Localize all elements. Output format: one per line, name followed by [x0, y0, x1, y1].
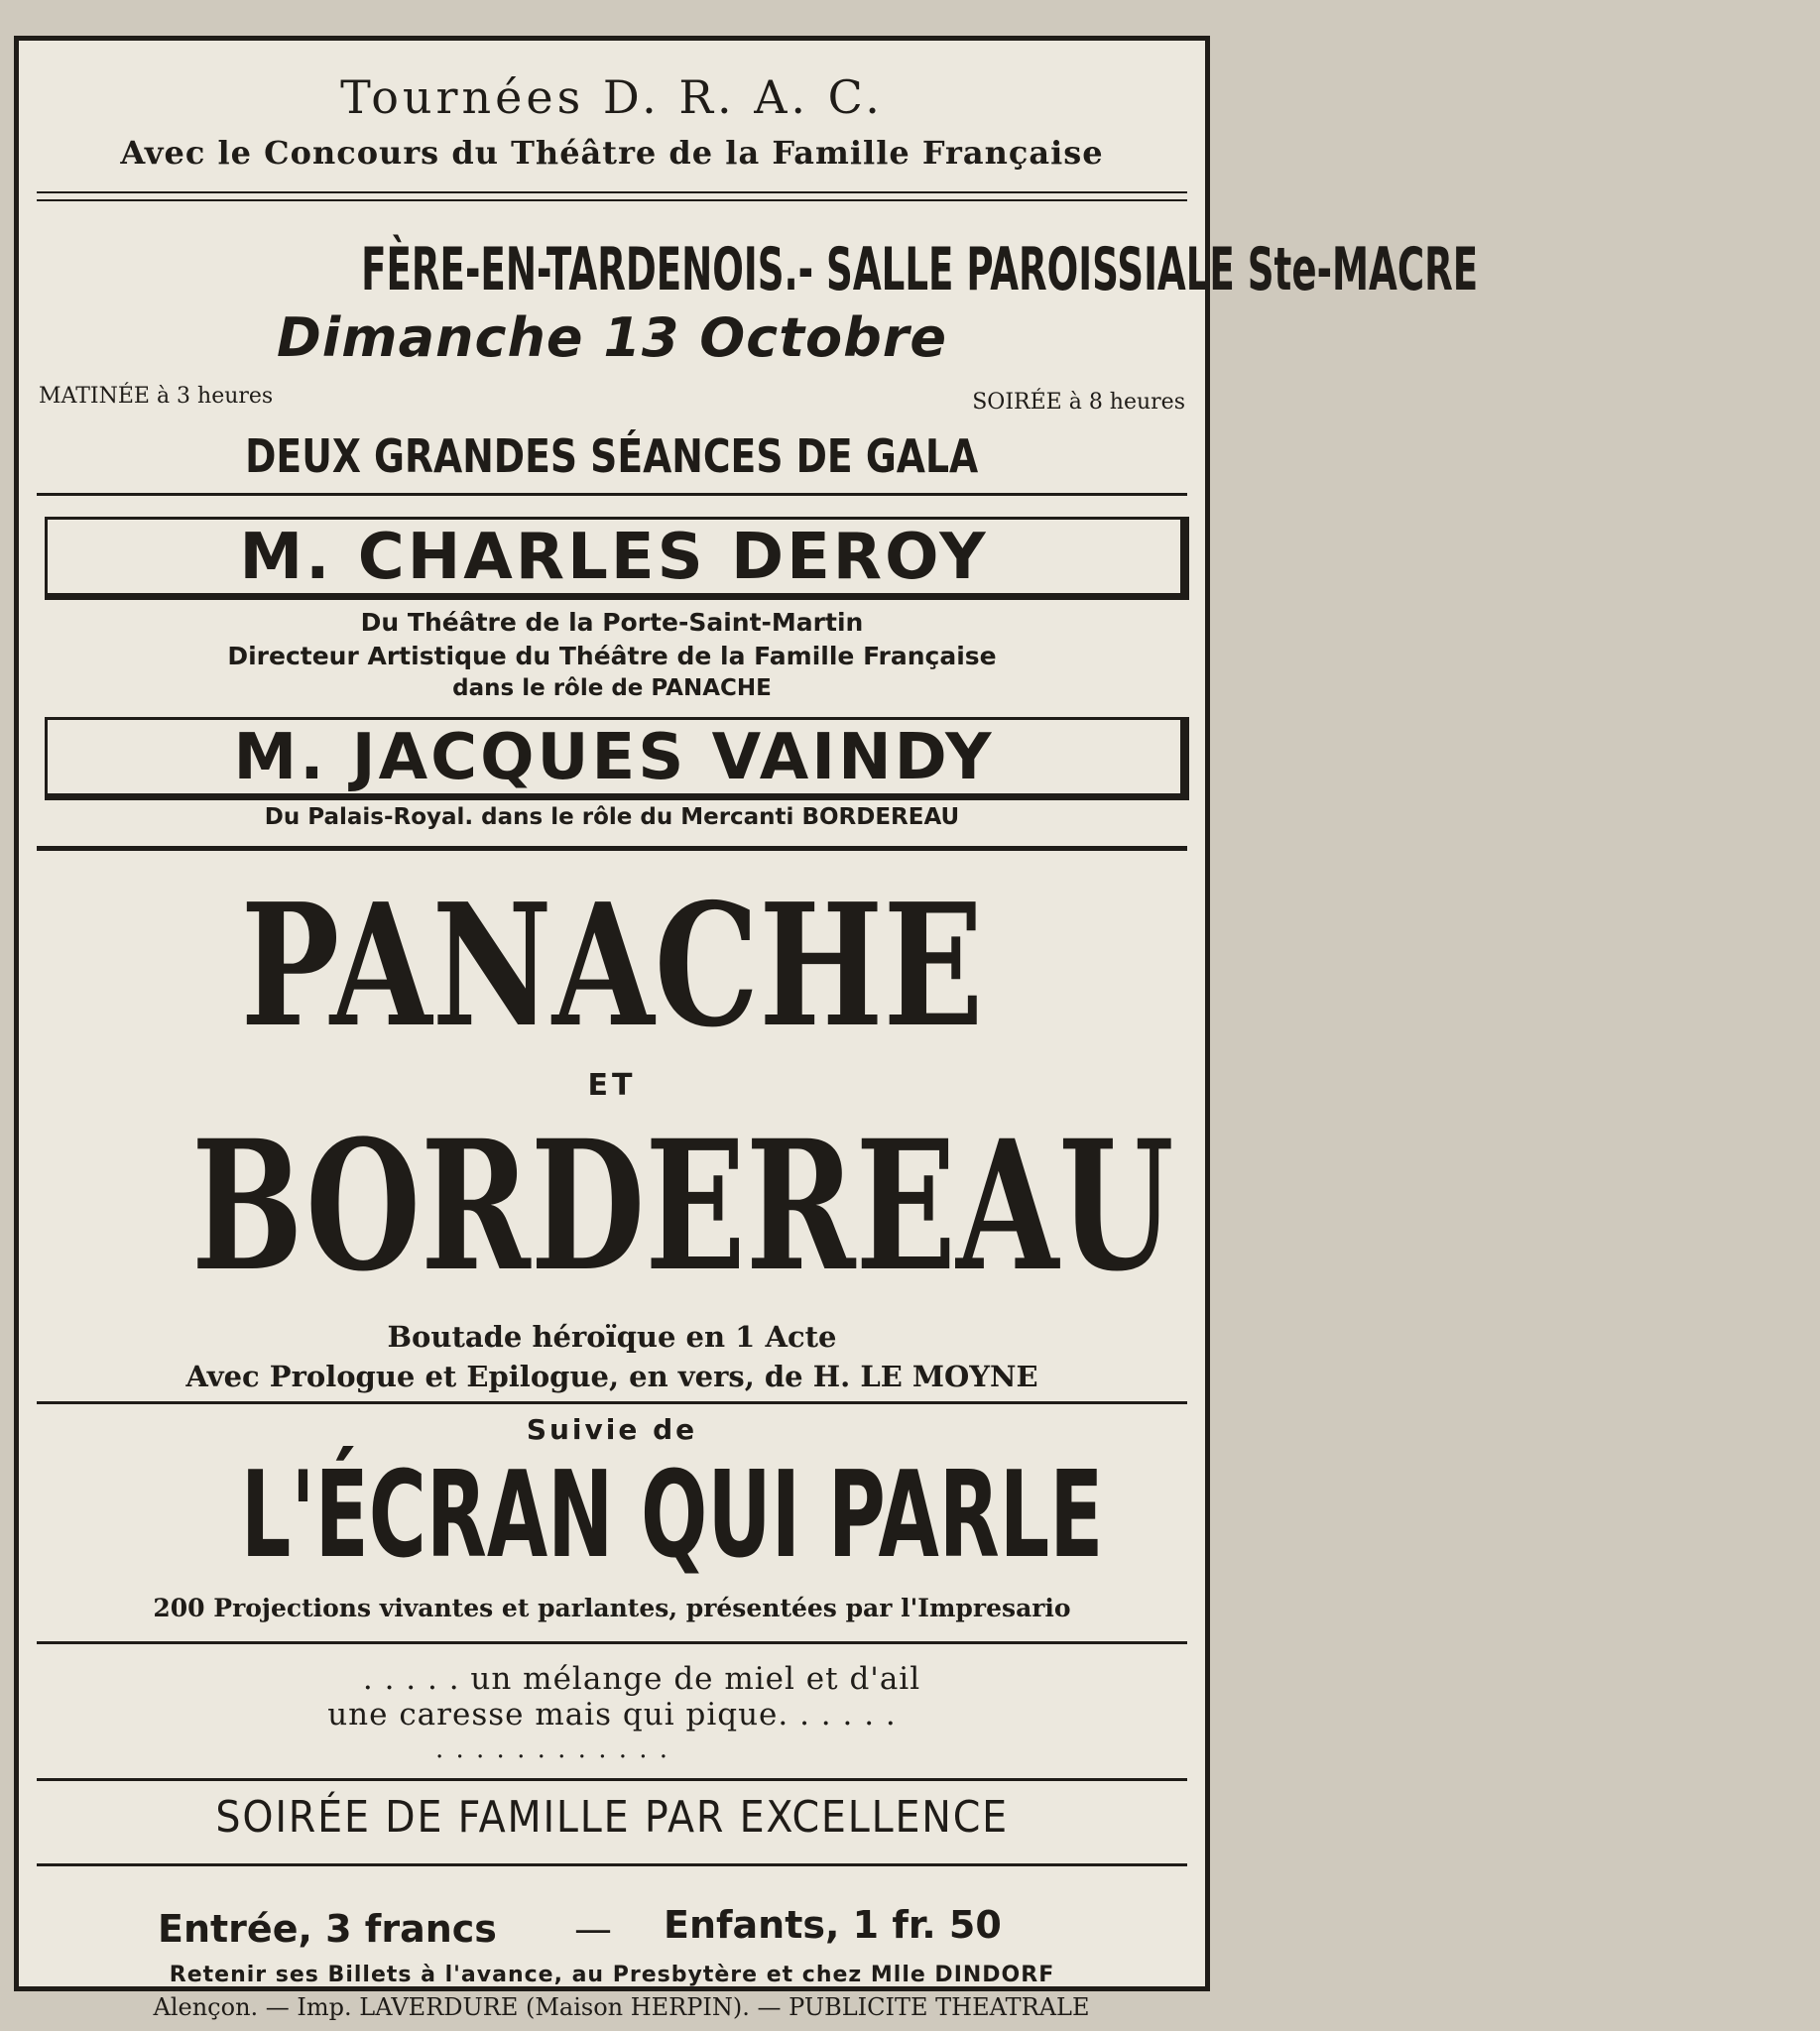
play-title-1: PANACHE [240, 867, 984, 1065]
quote-line-3: . . . . . . . . . . . . [434, 1734, 670, 1764]
actors-rule [37, 846, 1187, 851]
price-dash: — [574, 1907, 612, 1951]
second-intro: Suivie de [526, 1413, 698, 1446]
actor2-role: Du Palais-Royal. dans le rôle du Mercanti BORDEREAU [264, 804, 960, 830]
company-name: Tournées D. R. A. C. [340, 70, 884, 124]
actor1-role: dans le rôle de PANACHE [452, 675, 772, 701]
play-rule [37, 1401, 1187, 1404]
matinee-time: MATINÉE à 3 heures [39, 384, 274, 409]
play-desc-1: Boutade héroïque en 1 Acte [387, 1320, 837, 1354]
actor1-name: M. CHARLES DEROY [239, 521, 989, 594]
actor1-name-box [45, 517, 1189, 600]
second-title: L'ÉCRAN QUI PARLE [240, 1447, 1104, 1585]
poster [14, 36, 1479, 1991]
venue-line: FÈRE-EN-TARDENOIS.- SALLE PAROISSIALE Ste-MACRE [361, 235, 1479, 304]
play-conjunction: ET [587, 1068, 637, 1103]
child-price: Enfants, 1 fr. 50 [664, 1903, 1002, 1947]
adult-price: Entrée, 3 francs [158, 1907, 497, 1951]
quote-line-1: . . . . . un mélange de miel et d'ail [362, 1661, 921, 1697]
soiree-time: SOIRÉE à 8 heures [972, 390, 1185, 415]
slogan-rule [37, 1863, 1187, 1866]
concours-line: Avec le Concours du Théâtre de la Famille Française [120, 134, 1104, 172]
second-desc: 200 Projections vivantes et parlantes, présentées par l'Impresario [153, 1594, 1071, 1622]
play-title-2: BORDEREAU [191, 1102, 1174, 1311]
actor2-name: M. JACQUES VAINDY [233, 721, 995, 794]
imprint-line: Alençon. — Imp. LAVERDURE (Maison HERPIN). — PUBLICITE THEATRALE [0, 1993, 1243, 2031]
second-rule [37, 1641, 1187, 1644]
tickets-line: Retenir ses Billets à l'avance, au Presbytère et chez Mlle DINDORF [169, 1963, 1055, 1987]
venue-rule [37, 493, 1187, 496]
quote-line-2: une caresse mais qui pique. . . . . . [327, 1697, 897, 1732]
date-line: Dimanche 13 Octobre [276, 306, 948, 369]
play-desc-2: Avec Prologue et Epilogue, en vers, de H. LE MOYNE [185, 1360, 1038, 1393]
header-rule [37, 191, 1187, 201]
slogan: SOIRÉE DE FAMILLE PAR EXCELLENCE [215, 1792, 1009, 1843]
quote-rule [37, 1778, 1187, 1781]
actor1-theatre: Du Théâtre de la Porte-Saint-Martin [360, 608, 864, 637]
actor1-role-title: Directeur Artistique du Théâtre de la Famille Française [227, 642, 997, 670]
gala-line: DEUX GRANDES SÉANCES DE GALA [245, 429, 979, 483]
actor2-name-box [45, 717, 1189, 800]
